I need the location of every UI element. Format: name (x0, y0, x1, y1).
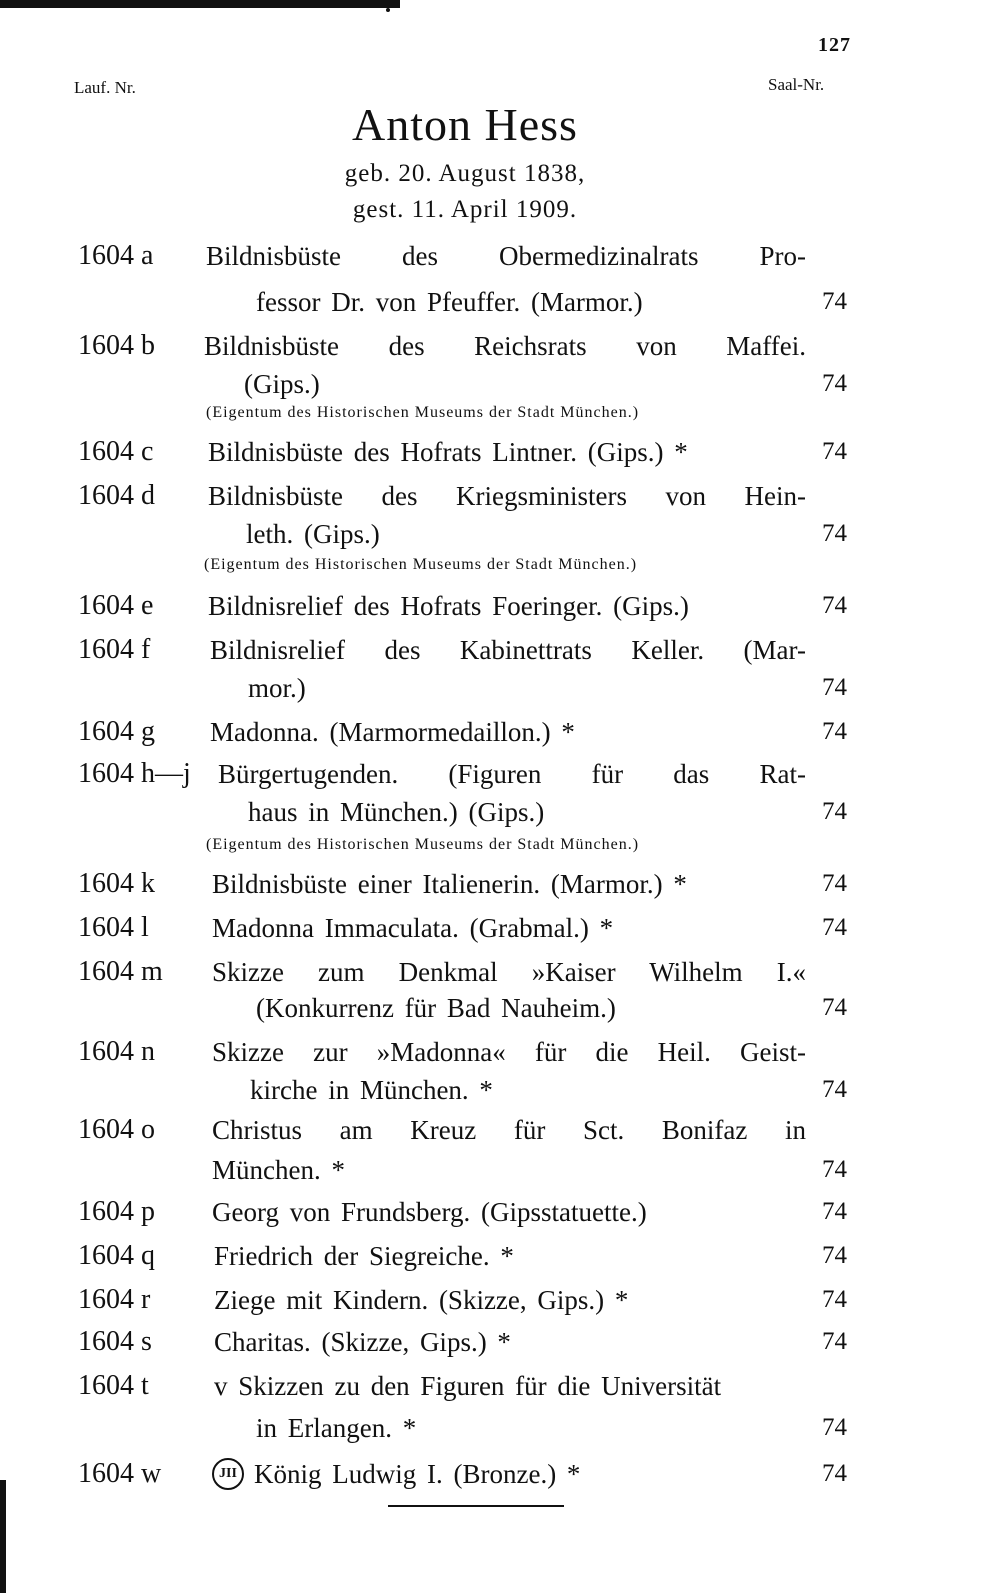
entry-text: v Skizzen zu den Figuren für die Universität (214, 1371, 722, 1401)
entry-number: 1604 h—j (78, 758, 191, 789)
entry-text: (Gips.) (244, 369, 320, 399)
entry-text: Bildnisbüste einer Italienerin. (Marmor.) * (212, 869, 687, 899)
entry-text: Madonna. (Marmormedaillon.) * (210, 717, 575, 747)
page-number: 127 (818, 34, 851, 56)
entry-number: 1604 g (78, 716, 155, 747)
entry-text: kirche in München. * (250, 1075, 493, 1105)
entry-number: 1604 n (78, 1036, 155, 1067)
saal-number: 74 (822, 288, 847, 315)
saal-number: 74 (822, 798, 847, 825)
entry-number: 1604 o (78, 1114, 155, 1145)
scan-edge-left (0, 1480, 6, 1593)
ownership-note: (Eigentum des Historischen Museums der Stadt München.) (204, 556, 638, 573)
entry-number: 1604 e (78, 590, 154, 621)
entry-number: 1604 c (78, 436, 154, 467)
entry-number: 1604 k (78, 868, 155, 899)
saal-number: 74 (822, 1242, 847, 1269)
saal-number: 74 (822, 1286, 847, 1313)
saal-number: 74 (822, 438, 847, 465)
entry-text: Bildnisbüste des Obermedizinalrats Pro- (206, 241, 806, 271)
entry-text: Bildnisbüste des Reichsrats von Maffei. (204, 331, 806, 361)
saal-number: 74 (822, 1076, 847, 1103)
entry-text-body: König Ludwig I. (Bronze.) * (254, 1459, 581, 1489)
saal-number: 74 (822, 370, 847, 397)
artist-born: geb. 20. August 1838, (344, 160, 586, 187)
entry-text: Bildnisrelief des Kabinettrats Keller. (Mar- (210, 635, 806, 665)
lauf-nr-label: Lauf. Nr. (74, 78, 136, 97)
entry-number: 1604 f (78, 634, 151, 665)
entry-number: 1604 l (78, 912, 149, 943)
entry-text: Madonna Immaculata. (Grabmal.) * (212, 913, 614, 943)
saal-number: 74 (822, 718, 847, 745)
saal-number: 74 (822, 1156, 847, 1183)
entry-text: München. * (212, 1155, 345, 1185)
entry-text (212, 1454, 580, 1494)
saal-number: 74 (822, 994, 847, 1021)
saal-nr-label: Saal-Nr. (768, 75, 825, 94)
saal-number: 74 (822, 674, 847, 701)
entry-text: Skizze zur »Madonna« für die Heil. Geist- (212, 1037, 806, 1067)
artist-name: Anton Hess (352, 99, 578, 150)
saal-number: 74 (822, 1198, 847, 1225)
entry-text: Ziege mit Kindern. (Skizze, Gips.) * (214, 1285, 629, 1315)
entry-number: 1604 s (78, 1326, 152, 1357)
entry-text: haus in München.) (Gips.) (248, 797, 545, 827)
entry-text: Bildnisrelief des Hofrats Foeringer. (Gips.) (208, 591, 689, 621)
scan-speck (386, 8, 390, 12)
ownership-note: (Eigentum des Historischen Museums der Stadt München.) (206, 404, 640, 421)
entry-text: Bildnisbüste des Kriegsministers von Hein- (208, 481, 806, 511)
monogram-seal-icon: JII (212, 1458, 244, 1490)
entry-number: 1604 b (78, 330, 155, 361)
entry-text: Skizze zum Denkmal »Kaiser Wilhelm I.« (212, 957, 806, 987)
saal-number: 74 (822, 1460, 847, 1487)
entry-number: 1604 q (78, 1240, 155, 1271)
saal-number: 74 (822, 870, 847, 897)
entry-number: 1604 d (78, 480, 155, 511)
saal-number: 74 (822, 592, 847, 619)
entry-text: mor.) (248, 673, 306, 703)
saal-number: 74 (822, 520, 847, 547)
saal-number: 74 (822, 1414, 847, 1441)
entry-number: 1604 p (78, 1196, 155, 1227)
entry-text: Christus am Kreuz für Sct. Bonifaz in (212, 1115, 806, 1145)
scan-edge-top (0, 0, 400, 8)
entry-text: Friedrich der Siegreiche. * (214, 1241, 514, 1271)
bottom-rule (388, 1505, 564, 1507)
entry-text: Charitas. (Skizze, Gips.) * (214, 1327, 511, 1357)
entry-text: (Konkurrenz für Bad Nauheim.) (256, 993, 616, 1023)
ownership-note: (Eigentum des Historischen Museums der Stadt München.) (206, 836, 640, 853)
entry-number: 1604 a (78, 240, 154, 271)
entry-number: 1604 t (78, 1370, 149, 1401)
entry-number: 1604 w (78, 1458, 162, 1489)
entry-text: Bildnisbüste des Hofrats Lintner. (Gips.) * (208, 437, 688, 467)
entry-text: Bürgertugenden. (Figuren für das Rat- (218, 759, 806, 789)
artist-died: gest. 11. April 1909. (352, 196, 578, 223)
entry-number: 1604 r (78, 1284, 151, 1315)
entry-number: 1604 m (78, 956, 163, 987)
saal-number: 74 (822, 914, 847, 941)
entry-text: fessor Dr. von Pfeuffer. (Marmor.) (256, 287, 643, 317)
entry-text: in Erlangen. * (256, 1413, 417, 1443)
entry-text: Georg von Frundsberg. (Gipsstatuette.) (212, 1197, 647, 1227)
saal-number: 74 (822, 1328, 847, 1355)
entry-text: leth. (Gips.) (246, 519, 380, 549)
